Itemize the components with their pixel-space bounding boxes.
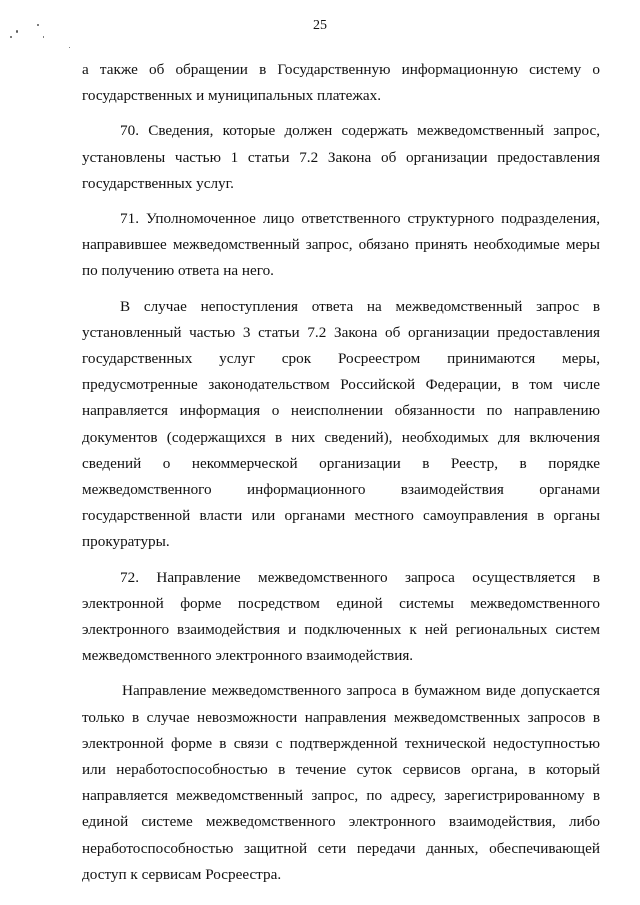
- scan-speck: [69, 47, 70, 48]
- paragraph-continuation: а также об обращении в Государственную информационную систему о государственных и муниципальных платежах.: [82, 61, 600, 105]
- scan-speck: [10, 36, 12, 38]
- paragraph-71-continuation: В случае непоступления ответа на межведомственный запрос в установленный частью 3 статьи 7.2 Закона об организации предоставления государственных услуг срок Росреестром принимаются меры, предусмотренные законодательством Российской Федерации, в том числе направляется информация о неисполнении обязанности по направлению документов (содержащихся в них сведений), необходимых для включения сведений о некоммерческой организации в Реестр, в порядке межведомственного информационного взаимодействия органами государственной власти или органами местного самоуправления в органы прокуратуры.: [82, 297, 600, 551]
- paragraph-72-continuation: Направление межведомственного запроса в бумажном виде допускается только в случае невозможности направления межведомственных запросов в электронной форме в связи с подтвержденной технической недоступностью или неработоспособностью в течение суток сервисов органа, в который направляется межведомственный запрос, по адресу, зарегистрированному в единой системе межведомственного электронного взаимодействия, либо неработоспособностью защитной сети передачи данных, обеспечивающей доступ к сервисам Росреестра.: [82, 682, 600, 883]
- paragraph-70: 70. Сведения, которые должен содержать межведомственный запрос, установлены частью 1 статьи 7.2 Закона об организации предоставления государственных услуг.: [82, 122, 600, 192]
- paragraph-71: 71. Уполномоченное лицо ответственного структурного подразделения, направившее межведомственный запрос, обязано принять необходимые меры по получению ответа на него.: [82, 210, 600, 280]
- scan-speck: [43, 36, 44, 38]
- document-body: [82, 57, 600, 897]
- page-number: 25: [313, 18, 327, 33]
- paragraph-72: 72. Направление межведомственного запроса осуществляется в электронной форме посредством единой системы межведомственного электронного взаимодействия и подключенных к ней региональных систем межведомственного электронного взаимодействия.: [82, 568, 600, 665]
